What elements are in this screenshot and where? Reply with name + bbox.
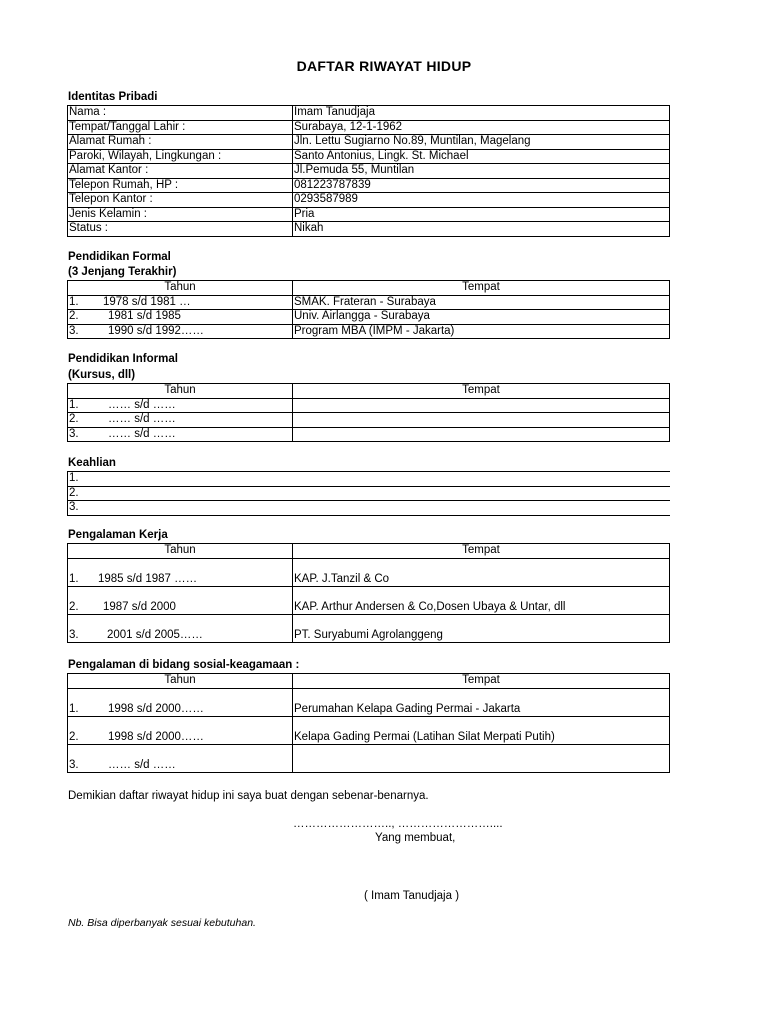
identitas-value: Surabaya, 12-1-1962: [293, 120, 670, 135]
identitas-label: Paroki, Wilayah, Lingkungan :: [68, 149, 293, 164]
col-tahun-header: Tahun: [68, 384, 293, 399]
table-header-row: [68, 384, 670, 399]
table-row: [68, 398, 670, 413]
col-tempat-header: Tempat: [293, 544, 670, 559]
row-tahun: 1998 s/d 2000……: [108, 702, 204, 715]
row-number: 1.: [69, 702, 79, 715]
row-number: 1.: [69, 572, 79, 585]
identitas-label: Jenis Kelamin :: [68, 207, 293, 222]
identitas-value: Nikah: [293, 222, 670, 237]
row-tempat: Univ. Airlangga - Surabaya: [293, 310, 670, 325]
table-row: [68, 413, 670, 428]
row-tempat: KAP. Arthur Andersen & Co,Dosen Ubaya & Untar, dll: [293, 586, 670, 614]
col-tempat-header: Tempat: [293, 384, 670, 399]
table-row: [68, 106, 670, 121]
table-header-row: [68, 281, 670, 296]
row-tempat: SMAK. Frateran - Surabaya: [293, 295, 670, 310]
table-row: [68, 586, 670, 614]
identitas-value: 0293587989: [293, 193, 670, 208]
row-tahun: 1981 s/d 1985: [108, 310, 181, 323]
note: Nb. Bisa diperbanyak sesuai kebutuhan.: [68, 917, 256, 929]
table-header-row: [68, 544, 670, 559]
keahlian-item: 1.: [68, 472, 670, 487]
row-tahun: …… s/d ……: [108, 413, 176, 426]
table-row: [68, 178, 670, 193]
pengalaman-kerja-table: [67, 543, 670, 643]
closing-statement: Demikian daftar riwayat hidup ini saya buat dengan sebenar-benarnya.: [68, 790, 429, 802]
identitas-label: Telepon Kantor :: [68, 193, 293, 208]
pengalaman-kerja-heading: Pengalaman Kerja: [68, 529, 168, 541]
pengalaman-sosial-heading: Pengalaman di bidang sosial-keagamaan :: [68, 659, 300, 671]
row-tahun: 1985 s/d 1987 ……: [98, 572, 198, 585]
table-row: [68, 164, 670, 179]
col-tempat-header: Tempat: [293, 281, 670, 296]
row-tahun: 1987 s/d 2000: [103, 600, 176, 613]
pendidikan-formal-table: [67, 280, 670, 339]
row-tahun: 1978 s/d 1981 …: [103, 295, 191, 308]
row-number: 2.: [69, 600, 79, 613]
identitas-label: Nama :: [68, 106, 293, 121]
identitas-value: Imam Tanudjaja: [293, 106, 670, 121]
col-tahun-header: Tahun: [68, 281, 293, 296]
table-row: [68, 207, 670, 222]
row-tempat: Kelapa Gading Permai (Latihan Silat Merpati Putih): [293, 716, 670, 744]
table-row: [68, 501, 670, 516]
row-number: 3.: [69, 758, 79, 771]
table-row: [68, 427, 670, 442]
keahlian-table: [67, 471, 670, 516]
identitas-label: Alamat Rumah :: [68, 135, 293, 150]
identitas-value: Pria: [293, 207, 670, 222]
pendidikan-informal-subheading: (Kursus, dll): [68, 369, 136, 381]
keahlian-heading: Keahlian: [68, 457, 116, 469]
col-tahun-header: Tahun: [68, 544, 293, 559]
pengalaman-sosial-table: [67, 673, 670, 773]
table-row: [68, 149, 670, 164]
pendidikan-formal-heading: Pendidikan Formal: [68, 251, 171, 263]
row-number: 2.: [69, 730, 79, 743]
identitas-value: 081223787839: [293, 178, 670, 193]
table-row: [68, 135, 670, 150]
table-row: [68, 472, 670, 487]
document-title: DAFTAR RIWAYAT HIDUP: [296, 58, 472, 74]
identitas-label: Tempat/Tanggal Lahir :: [68, 120, 293, 135]
identitas-heading: Identitas Pribadi: [68, 91, 158, 103]
keahlian-item: 3.: [68, 501, 670, 516]
row-number: 2.: [69, 310, 79, 323]
row-tahun: 2001 s/d 2005……: [107, 628, 203, 641]
pendidikan-formal-subheading: (3 Jenjang Terakhir): [68, 266, 177, 278]
table-row: [68, 222, 670, 237]
table-row: [68, 486, 670, 501]
row-tempat: [293, 398, 670, 413]
yang-membuat-label: Yang membuat,: [375, 832, 456, 844]
row-number: 3.: [69, 628, 79, 641]
row-tahun: …… s/d ……: [108, 758, 176, 771]
row-tahun: …… s/d ……: [108, 398, 176, 411]
row-tahun: …… s/d ……: [108, 427, 176, 440]
table-header-row: [68, 674, 670, 689]
row-tempat: [293, 744, 670, 772]
row-tempat: PT. Suryabumi Agrolanggeng: [293, 614, 670, 642]
row-tempat: Program MBA (IMPM - Jakarta): [293, 324, 670, 339]
table-row: [68, 614, 670, 642]
row-number: 1.: [69, 295, 79, 308]
row-tempat: [293, 413, 670, 428]
table-row: [68, 716, 670, 744]
table-row: [68, 688, 670, 716]
identitas-value: Jln. Lettu Sugiarno No.89, Muntilan, Magelang: [293, 135, 670, 150]
row-number: 3.: [69, 324, 79, 337]
row-number: 1.: [69, 398, 79, 411]
row-tempat: [293, 427, 670, 442]
row-tahun: 1990 s/d 1992……: [108, 324, 204, 337]
row-tempat: KAP. J.Tanzil & Co: [293, 558, 670, 586]
col-tempat-header: Tempat: [293, 674, 670, 689]
row-number: 3.: [69, 427, 79, 440]
row-tahun: 1998 s/d 2000……: [108, 730, 204, 743]
identitas-value: Santo Antonius, Lingk. St. Michael: [293, 149, 670, 164]
date-line: …………………….., ……………………....: [293, 818, 503, 830]
table-row: [68, 324, 670, 339]
identitas-label: Telepon Rumah, HP :: [68, 178, 293, 193]
table-row: [68, 193, 670, 208]
pendidikan-informal-table: [67, 383, 670, 442]
keahlian-item: 2.: [68, 486, 670, 501]
table-row: [68, 120, 670, 135]
identitas-value: Jl.Pemuda 55, Muntilan: [293, 164, 670, 179]
pendidikan-informal-heading: Pendidikan Informal: [68, 353, 178, 365]
row-number: 2.: [69, 413, 79, 426]
table-row: [68, 744, 670, 772]
table-row: [68, 295, 670, 310]
signature-name: ( Imam Tanudjaja ): [364, 890, 460, 902]
identitas-label: Status :: [68, 222, 293, 237]
table-row: [68, 558, 670, 586]
identitas-table: [67, 105, 670, 237]
table-row: [68, 310, 670, 325]
row-tempat: Perumahan Kelapa Gading Permai - Jakarta: [293, 688, 670, 716]
col-tahun-header: Tahun: [68, 674, 293, 689]
identitas-label: Alamat Kantor :: [68, 164, 293, 179]
